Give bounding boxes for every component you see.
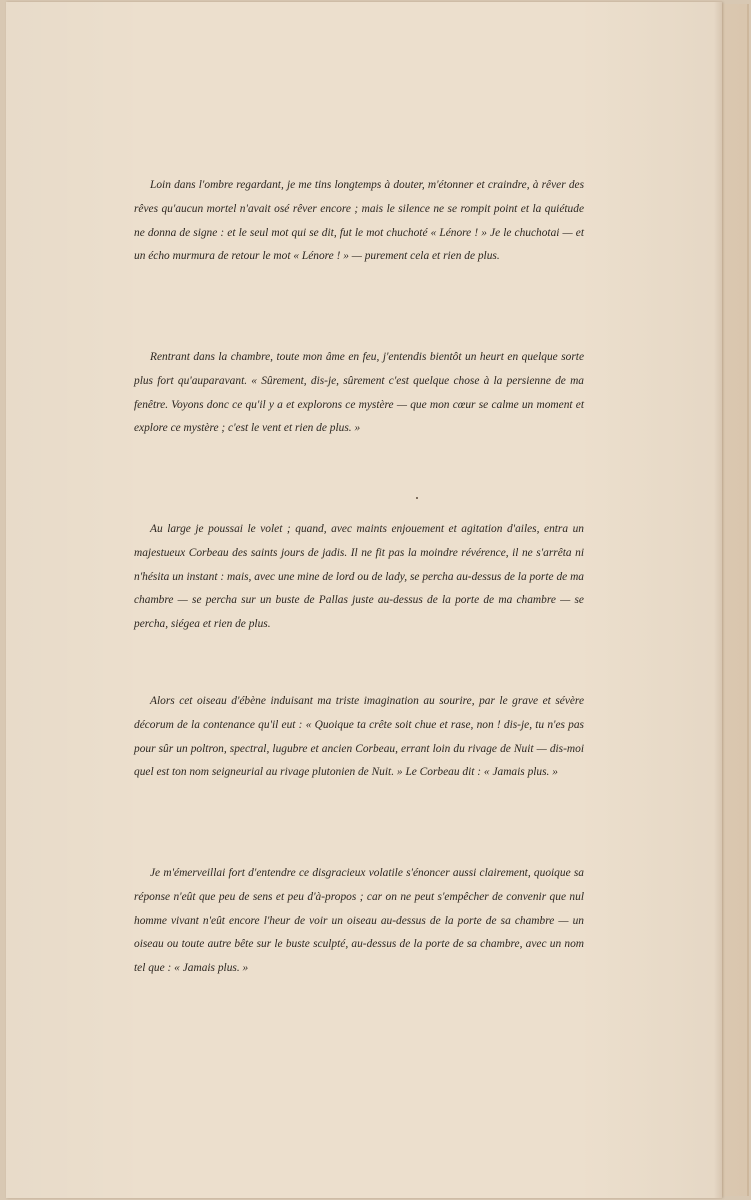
stanza-2-text: Rentrant dans la chambre, toute mon âme en feu, j'entendis bientôt un heurt en quelque sorte plus fort qu'auparavant. « Sûrement, dis-je, sûrement c'est quelque chose à la persienne de ma fenêtre. Voyons donc ce qu'il y a et explorons ce mystère — que mon cœur se calme un moment et explore ce mystère ; c'est le vent et rien de plus. » — [134, 351, 584, 435]
paper-speck — [416, 497, 418, 499]
stanza-3-text: Au large je poussai le volet ; quand, avec maints enjouement et agitation d'ailes, entra un majestueux Corbeau des saints jours de jadis. Il ne fit pas la moindre révérence, il ne s'arrêta ni n'hésita un instant : mais, avec une mine de lord ou de lady, se percha au-dessus de la porte de ma chambre — se percha sur un buste de Pallas juste au-dessus de la porte de ma chambre — se percha, siégea et rien de plus. — [134, 523, 584, 631]
stanza-4 — [134, 690, 584, 785]
stanza-1 — [134, 174, 584, 269]
stanza-5 — [134, 862, 584, 981]
stanza-3 — [134, 518, 584, 637]
page-edge-shadow — [714, 2, 722, 1198]
stanza-1-text: Loin dans l'ombre regardant, je me tins longtemps à douter, m'étonner et craindre, à rêver des rêves qu'aucun mortel n'avait osé rêver encore ; mais le silence ne se rompit point et la quiétude ne donna de signe : et le seul mot qui se dit, fut le mot chuchoté « Lénore ! » Je le chuchotai — et un écho murmura de retour le mot « Lénore ! » — purement cela et rien de plus. — [134, 179, 584, 263]
book-page — [6, 2, 722, 1198]
stanza-4-text: Alors cet oiseau d'ébène induisant ma triste imagination au sourire, par le grave et sévère décorum de la contenance qu'il eut : « Quoique ta crête soit chue et rase, non ! dis-je, tu n'es pas pour sûr un poltron, spectral, lugubre et ancien Corbeau, errant loin du rivage de Nuit — dis-moi quel est ton nom seigneurial au rivage plutonien de Nuit. » Le Corbeau dit : « Jamais plus. » — [134, 695, 584, 779]
stanza-2 — [134, 346, 584, 441]
stanza-5-text: Je m'émerveillai fort d'entendre ce disgracieux volatile s'énoncer aussi clairement, quoique sa réponse n'eût que peu de sens et peu d'à-propos ; car on ne peut s'empêcher de convenir que nul homme vivant n'eût encore l'heur de voir un oiseau au-dessus de la porte de sa chambre — un oiseau ou toute autre bête sur le buste sculpté, au-dessus de la porte de sa chambre, avec un nom tel que : « Jamais plus. » — [134, 867, 584, 975]
